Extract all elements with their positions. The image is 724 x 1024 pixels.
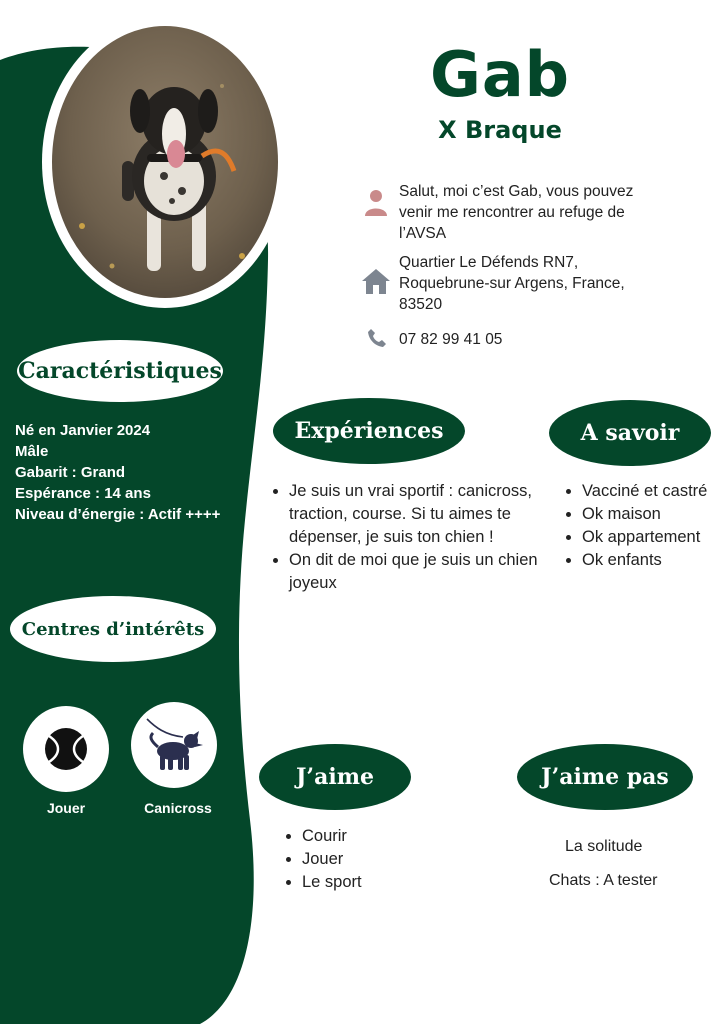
phone-number: 07 82 99 41 05	[399, 331, 503, 348]
dislike-item: Chats : A tester	[549, 872, 658, 889]
characteristic-item: Né en Janvier 2024	[15, 422, 151, 439]
likes-heading: J’aime	[259, 744, 411, 810]
tennis-ball-icon	[43, 726, 89, 772]
characteristic-item: Niveau d’énergie : Actif ++++	[15, 506, 221, 523]
house-icon	[361, 267, 391, 299]
characteristic-item: Gabarit : Grand	[15, 464, 126, 481]
experiences-heading: Expériences	[273, 398, 465, 464]
dog-photo	[52, 26, 278, 298]
interests-heading: Centres d’intérêts	[10, 596, 216, 662]
dog-name: Gab	[429, 38, 571, 111]
list-item: • Courir	[302, 825, 452, 848]
list-item: • Vacciné et castré	[582, 480, 724, 503]
interest-canicross	[131, 702, 217, 788]
address-text: Quartier Le Défends RN7, Roquebrune-sur Argens, France, 83520	[399, 254, 625, 313]
interest-label: Canicross	[144, 800, 212, 816]
likes-list	[284, 825, 452, 894]
list-item: • Jouer	[302, 848, 452, 871]
person-icon	[364, 188, 388, 222]
characteristics-list	[15, 420, 220, 525]
experiences-list	[271, 480, 539, 595]
dog-breed: X Braque	[438, 116, 562, 144]
list-item: • Ok enfants	[582, 549, 724, 572]
dislikes-heading: J’aime pas	[517, 744, 693, 810]
interest-label: Jouer	[46, 800, 86, 816]
to-know-heading: A savoir	[549, 400, 711, 466]
characteristic-item: Mâle	[15, 443, 49, 460]
list-item: • Ok maison	[582, 503, 724, 526]
dislike-item: La solitude	[565, 838, 643, 855]
list-item: • On dit de moi que je suis un chien joyeux	[289, 549, 539, 595]
characteristics-heading: Caractéristiques	[17, 340, 223, 402]
dog-on-leash-icon	[143, 717, 205, 773]
to-know-list	[564, 480, 724, 572]
characteristic-item: Espérance : 14 ans	[15, 485, 151, 502]
list-item: • Ok appartement	[582, 526, 724, 549]
list-item: • Le sport	[302, 871, 452, 894]
phone-icon	[367, 328, 387, 352]
interest-jouer	[23, 706, 109, 792]
intro-text: Salut, moi c’est Gab, vous pouvez venir me rencontrer au refuge de l’AVSA	[399, 183, 634, 242]
list-item: • Je suis un vrai sportif : canicross, traction, course. Si tu aimes te dépenser, je suis ton chien !	[289, 480, 539, 549]
